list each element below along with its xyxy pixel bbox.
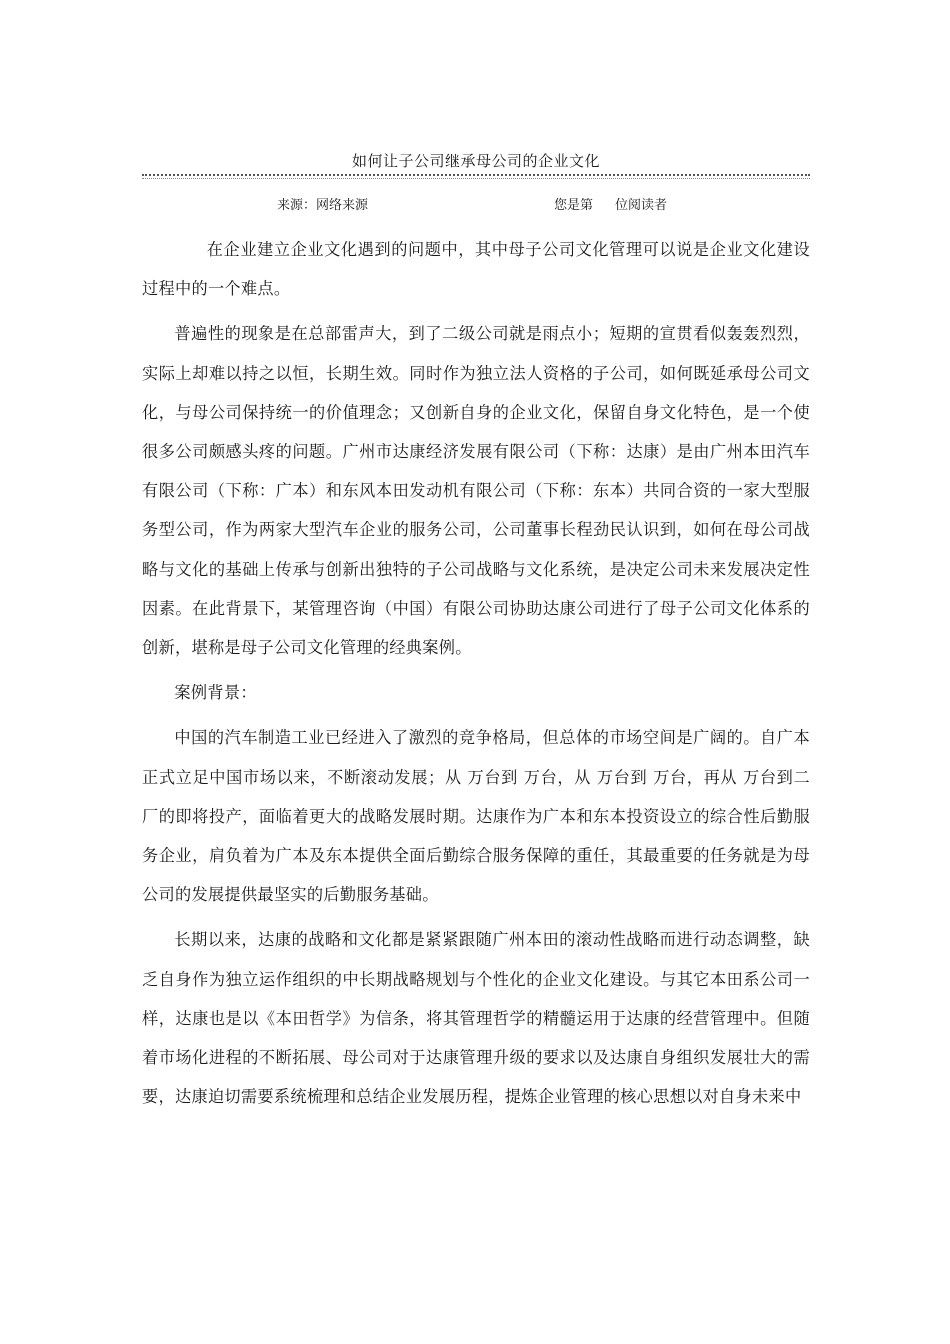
reader-count-line — [554, 196, 667, 216]
paragraph-problem: 普遍性的现象是在总部雷声大，到了二级公司就是雨点小；短期的宣贯看似轰轰烈烈，实际上却难以持之以恒，长期生效。同时作为独立法人资格的子公司，如何既延承母公司文化，与母公司保持统一的价值理念；又创新自身的企业文化，保留自身文化特色，是一个使很多公司颇感头疼的问题。广州市达康经济发展有限公司（下称：达康）是由广州本田汽车有限公司（下称：广本）和东风本田发动机有限公司（下称：东本）共同合资的一家大型服务型公司，作为两家大型汽车企业的服务公司，公司董事长程劲民认识到，如何在母公司战略与文化的基础上传承与创新出独特的子公司战略与文化系统，是决定公司未来发展决定性因素。在此背景下，某管理咨询（中国）有限公司协助达康公司进行了母子公司文化体系的创新，堪称是母子公司文化管理的经典案例。 — [142, 324, 810, 658]
document-title: 如何让子公司继承母公司的企业文化 — [351, 152, 600, 170]
source-line: 来源：网络来源 — [277, 198, 369, 213]
article-body — [142, 230, 810, 1122]
reader-count-suffix: 位阅读者 — [615, 198, 668, 213]
section-heading-background: 案例背景： — [174, 683, 257, 703]
paragraph-strategy: 长期以来，达康的战略和文化都是紧紧跟随广州本田的滚动性战略而进行动态调整，缺乏自身作为独立运作组织的中长期战略规划与个性化的企业文化建设。与其它本田系公司一样，达康也是以《本田哲学》为信条，将其管理哲学的精髓运用于达康的经营管理中。但随着市场化进程的不断拓展、母公司对于达康管理升级的要求以及达康自身组织发展壮大的需要，达康迫切需要系统梳理和总结企业发展历程，提炼企业管理的核心思想以对自身未来中 — [142, 930, 810, 1107]
title-divider — [142, 174, 810, 176]
paragraph-background: 中国的汽车制造工业已经进入了激烈的竞争格局，但总体的市场空间是广阔的。自广本正式立足中国市场以来，不断滚动发展；从 万台到 万台，从 万台到 万台，再从 万台到二厂的即将投产，面临着更大的战略发展时期。达康作为广本和东本投资设立的综合性后勤服务企业，肩负着为广本及东本提供全面后勤综合服务保障的重任，其最重要的任务就是为母公司的发展提供最坚实的后勤服务基础。 — [142, 728, 810, 905]
title-divider-secondary — [142, 178, 810, 179]
paragraph-intro: 在企业建立企业文化遇到的问题中，其中母子公司文化管理可以说是企业文化建设过程中的一个难点。 — [142, 240, 810, 299]
reader-count-prefix: 您是第 — [554, 198, 594, 213]
